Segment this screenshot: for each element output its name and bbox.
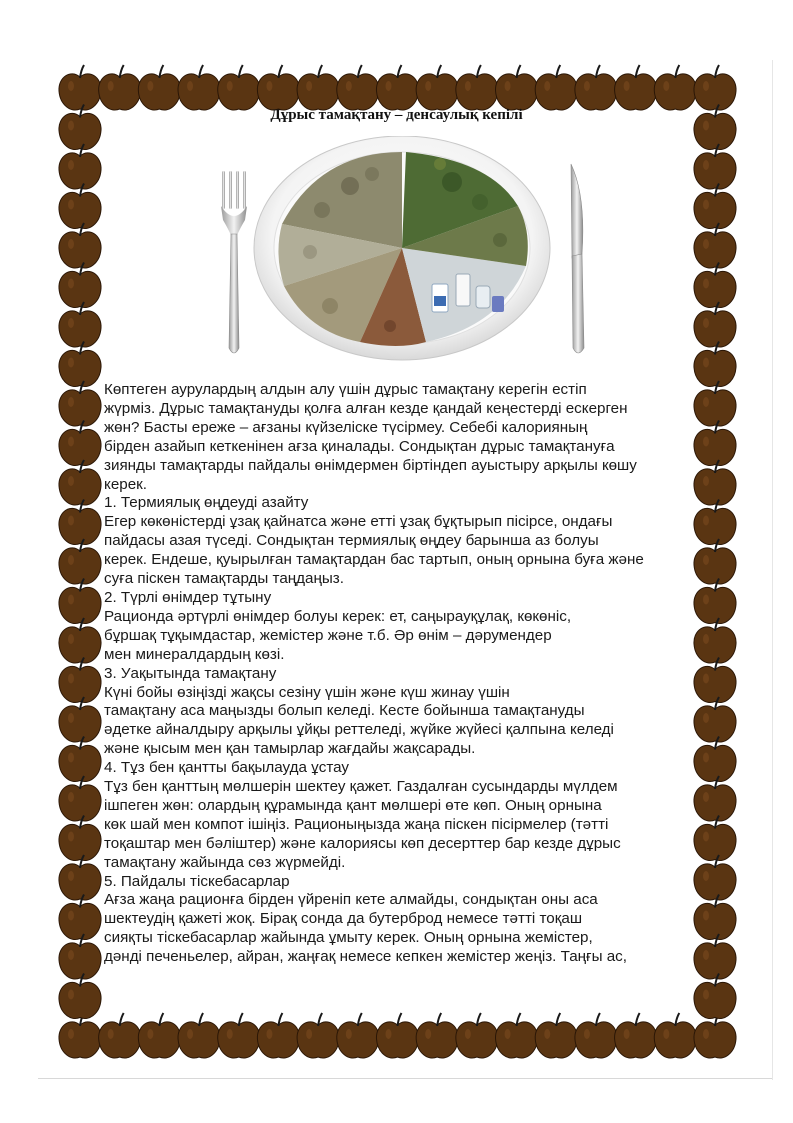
apple-icon (376, 65, 418, 110)
apple-icon (178, 65, 220, 110)
apple-icon (257, 1013, 299, 1058)
apple-icon (218, 65, 260, 110)
section-various-products (104, 589, 704, 665)
food-plate-illustration (200, 136, 600, 372)
text-line: суға піскен тамақтарды таңдаңыз. (104, 570, 344, 588)
text-line: тамақтану жайында сөз жүрмейді. (104, 853, 346, 871)
apple-icon (535, 65, 577, 110)
apple-icon (376, 1013, 418, 1058)
apple-icon (615, 65, 657, 110)
apple-icon (337, 1013, 379, 1058)
apple-icon (694, 302, 736, 347)
text-line: бірден азайып кеткенінен ағза қиналады. Сондықтан дұрыс тамақтануға (104, 437, 615, 455)
apple-icon (694, 974, 736, 1019)
section-salt-sugar (104, 759, 704, 872)
apple-icon (416, 65, 458, 110)
section-thermal-processing (104, 494, 704, 589)
apple-icon (59, 737, 101, 782)
text-line: ішпеген жөн: олардың құрамында қант мөлшері өте көп. Оның орнына (104, 796, 602, 814)
article-body (104, 381, 704, 967)
apple-icon (178, 1013, 220, 1058)
knife-icon (571, 164, 584, 353)
apple-icon (59, 974, 101, 1019)
apple-icon (496, 1013, 538, 1058)
section-heading: 3. Уақытында тамақтану (104, 664, 277, 682)
text-line: керек. Ендеше, қуырылған тамақтардан бас тартып, оның орнына буға және (104, 551, 644, 569)
text-line: сияқты тіскебасарлар жайында ұмыту керек. Оның орнына жемістер, (104, 929, 593, 947)
apple-icon (337, 65, 379, 110)
apple-icon (694, 223, 736, 268)
apple-icon (654, 1013, 696, 1058)
section-heading: 5. Пайдалы тіскебасарлар (104, 872, 290, 890)
text-line: пайдасы азая түседі. Сондықтан термиялық өңдеу барынша аз болуы (104, 532, 599, 550)
apple-icon (297, 1013, 339, 1058)
fork-icon (221, 171, 247, 353)
apple-icon (59, 658, 101, 703)
apple-icon (694, 1013, 736, 1058)
apple-icon (59, 342, 101, 387)
apple-icon (456, 1013, 498, 1058)
text-line: тамақтану аса маңызды болып келеді. Кесте бойынша тамақтануды (104, 702, 585, 720)
apple-icon (694, 184, 736, 229)
text-line: Егер көкөністерді ұзақ қайнатса және етті ұзақ бұқтырып пісірсе, ондағы (104, 513, 613, 531)
apple-icon (59, 539, 101, 584)
text-line: жүрміз. Дұрыс тамақтануды қолға алған кезде қандай кеңестерді ескерген (104, 399, 628, 417)
apple-icon (297, 65, 339, 110)
apple-icon (59, 460, 101, 505)
text-line: мен минералдардың көзі. (104, 645, 285, 663)
text-line: зиянды тамақтарды пайдалы өнімдермен біртіндеп ауыстыру арқылы көшу (104, 456, 637, 474)
section-meal-timing (104, 665, 704, 760)
section-heading: 4. Тұз бен қантты бақылауда ұстау (104, 759, 350, 777)
text-line: және қысым мен қан тамырлар жағдайы жақсарады. (104, 740, 476, 758)
apple-icon (694, 263, 736, 308)
apple-icon (59, 1013, 101, 1058)
scan-edge-right (772, 60, 773, 1080)
text-line: тоқаштар мен бәліштер) және калориясы көп десерттер бар кезде дұрыс (104, 834, 621, 852)
apple-icon (575, 1013, 617, 1058)
apple-icon (59, 381, 101, 426)
apple-icon (615, 1013, 657, 1058)
apple-icon (694, 65, 736, 110)
text-line: жөн? Басты ереже – ағзаны күйзеліске түсірмеу. Себебі калорияның (104, 418, 588, 436)
apple-icon (59, 263, 101, 308)
apple-icon (654, 65, 696, 110)
apple-icon (59, 816, 101, 861)
text-line: Көптеген аурулардың алдын алу үшін дұрыс тамақтану керегін естіп (104, 381, 587, 398)
text-line: Рационда әртүрлі өнімдер болуы керек: ет, саңырауқұлақ, көкөніс, (104, 607, 572, 625)
apple-icon (694, 144, 736, 189)
section-heading: 1. Термиялық өңдеуді азайту (104, 494, 309, 512)
section-healthy-snacks (104, 873, 704, 968)
text-line: дәнді печеньелер, айран, жаңғақ немесе кепкен жемістер жеңіз. Таңғы ас, (104, 948, 627, 966)
apple-icon (59, 618, 101, 663)
apple-icon (59, 65, 101, 110)
apple-icon (59, 144, 101, 189)
apple-icon (99, 1013, 141, 1058)
apple-icon (218, 1013, 260, 1058)
apple-icon (138, 65, 180, 110)
apple-icon (257, 65, 299, 110)
apple-icon (138, 1013, 180, 1058)
apple-icon (59, 697, 101, 742)
apple-icon (456, 65, 498, 110)
text-line: шектеудің қажеті жоқ. Бірақ сонда да бутерброд немесе тәтті тоқаш (104, 910, 582, 928)
text-line: Ағза жаңа рационға бірден үйреніп кете алмайды, сондықтан оны аса (104, 891, 598, 909)
apple-icon (99, 65, 141, 110)
apple-icon (496, 65, 538, 110)
apple-icon (59, 934, 101, 979)
text-line: керек. (104, 475, 148, 493)
text-line: Күні бойы өзіңізді жақсы сезіну үшін және күш жинау үшін (104, 683, 510, 701)
apple-icon (59, 895, 101, 940)
apple-icon (59, 579, 101, 624)
apple-icon (59, 421, 101, 466)
text-line: әдетке айналдыру арқылы ұйқы реттеледі, жүйке жүйесі қалпына келеді (104, 721, 614, 739)
apple-icon (416, 1013, 458, 1058)
apple-icon (694, 342, 736, 387)
section-heading: 2. Түрлі өнімдер тұтыну (104, 588, 272, 606)
intro-paragraph (104, 381, 704, 494)
apple-icon (59, 500, 101, 545)
plate-icon (254, 136, 550, 360)
apple-icon (59, 223, 101, 268)
text-line: Тұз бен қанттың мөлшерін шектеу қажет. Газдалған сусындарды мүлдем (104, 778, 618, 796)
text-line: көк шай мен компот ішіңіз. Рационыңызда жаңа піскен пісірмелер (тәтті (104, 815, 609, 833)
apple-icon (59, 776, 101, 821)
apple-icon (59, 302, 101, 347)
apple-icon (59, 855, 101, 900)
apple-icon (535, 1013, 577, 1058)
apple-icon (59, 184, 101, 229)
apple-icon (575, 65, 617, 110)
scan-edge-bottom (38, 1078, 773, 1079)
page-title: Дұрыс тамақтану – денсаулық кепілі (270, 107, 523, 123)
text-line: бұршақ тұқымдастар, жемістер және т.б. Әр өнім – дәрумендер (104, 626, 552, 644)
